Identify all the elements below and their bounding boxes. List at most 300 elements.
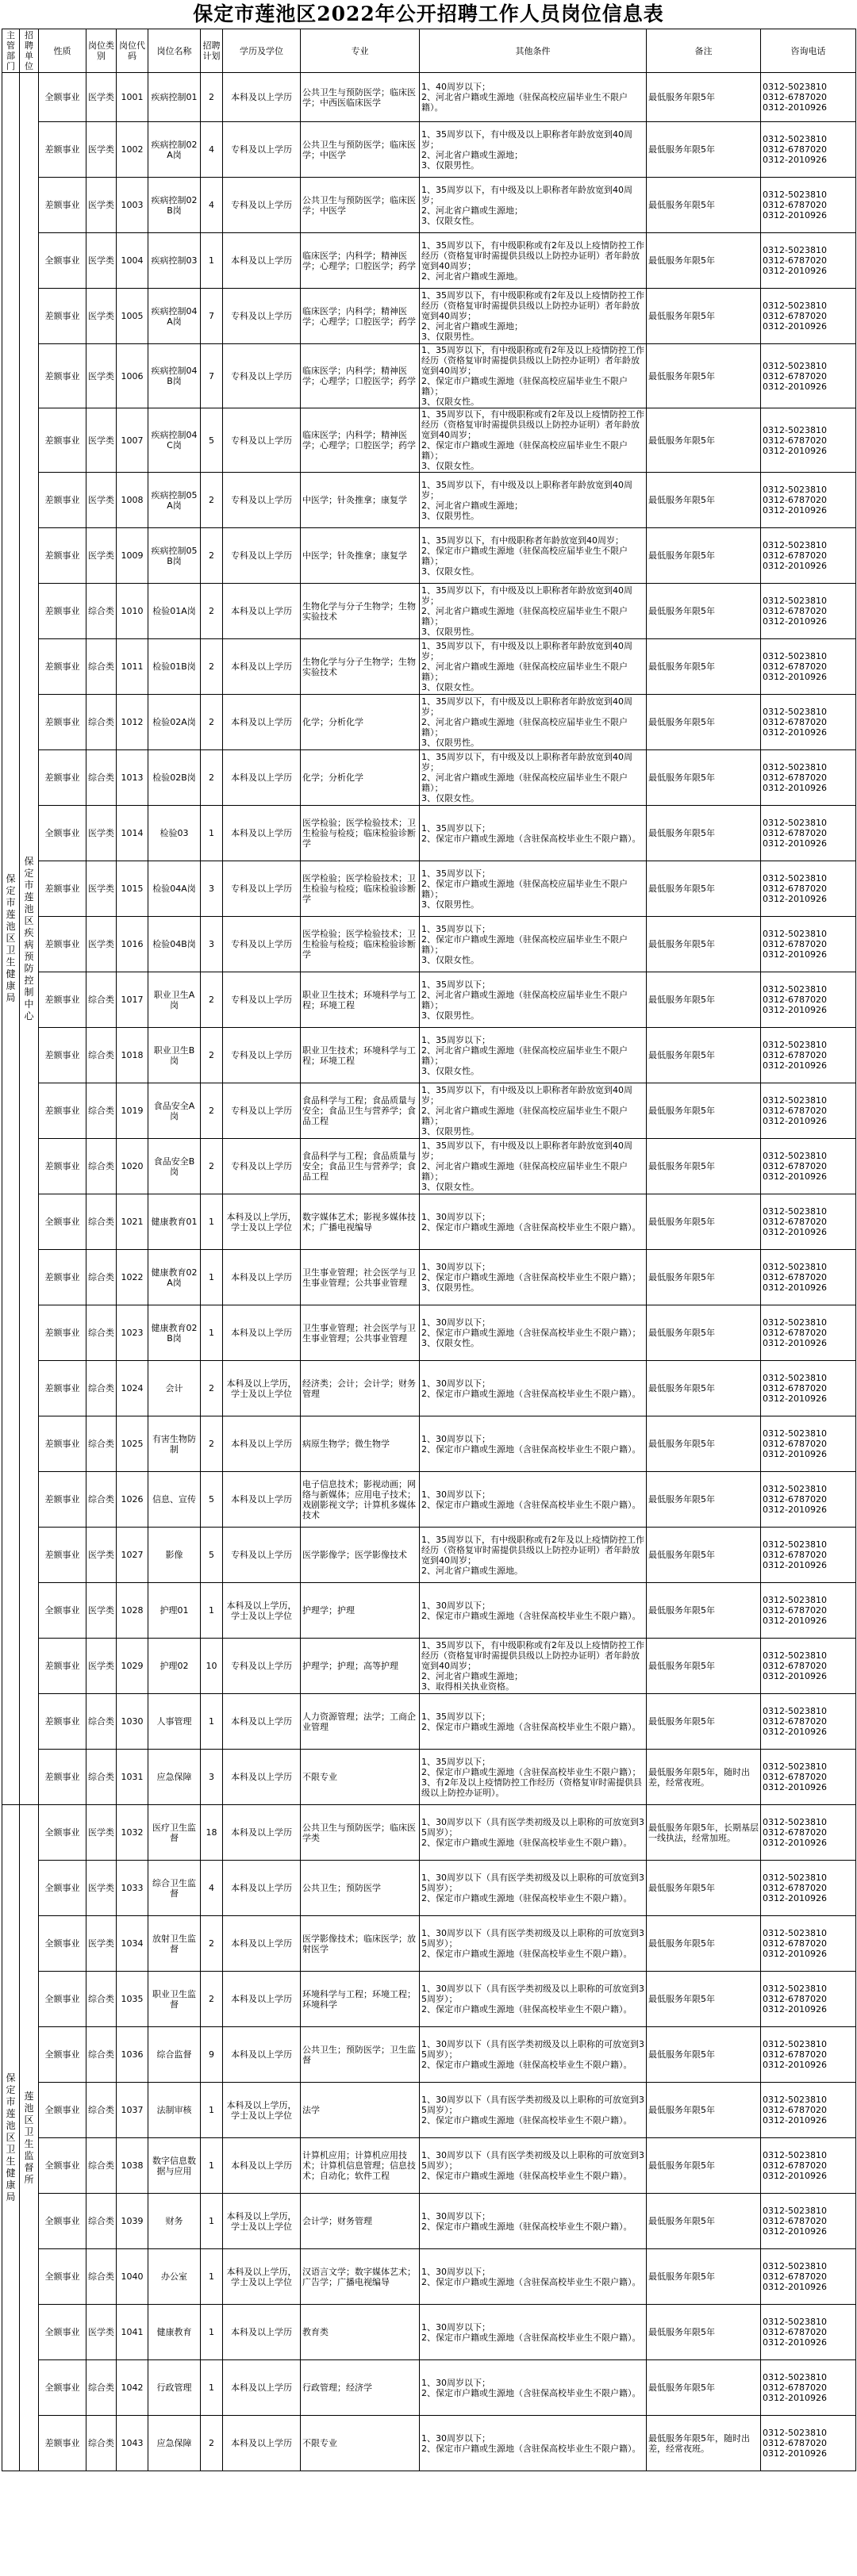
note-cell: 最低服务年限5年 [647, 1916, 761, 1972]
nature-cell: 差额事业 [39, 1416, 86, 1472]
other-cell: 1、35周岁以下，有中级职称或有2年及以上疫情防控工作经历（资格复审时需提供县级以上防控办证明）者年龄放宽到40周岁； 2、保定市户籍或生源地（驻保高校应届毕业生不限户籍）； 3、仅限女性。 [420, 344, 647, 408]
note-cell: 最低服务年限5年 [647, 1139, 761, 1194]
plan-cell: 1 [201, 1250, 223, 1305]
note-cell: 最低服务年限5年 [647, 806, 761, 861]
phone-cell: 0312-5023810 0312-6787020 0312-2010926 [761, 1472, 856, 1528]
nature-cell: 全额事业 [39, 2360, 86, 2416]
note-cell: 最低服务年限5年 [647, 1472, 761, 1528]
major-cell: 公共卫生与预防医学；临床医学；中医学 [301, 178, 420, 233]
phone-cell: 0312-5023810 0312-6787020 0312-2010926 [761, 1250, 856, 1305]
other-cell: 1、35周岁以下，有中级及以上职称者年龄放宽到40周岁； 2、河北省户籍或生源地； 3、仅限男性。 [420, 473, 647, 528]
category-cell: 医学类 [86, 473, 117, 528]
name-cell: 有害生物防制 [148, 1416, 201, 1472]
header-major: 专业 [301, 29, 420, 73]
name-cell: 应急保障 [148, 1750, 201, 1805]
name-cell: 健康教育02B岗 [148, 1305, 201, 1361]
plan-cell: 1 [201, 1305, 223, 1361]
note-cell: 最低服务年限5年 [647, 1528, 761, 1583]
other-cell: 1、30周岁以下； 2、保定市户籍或生源地（含驻保高校毕业生不限户籍）。 [420, 1194, 647, 1250]
phone-cell: 0312-5023810 0312-6787020 0312-2010926 [761, 2194, 856, 2249]
other-cell: 1、35周岁以下，有中级职称者年龄放宽到40周岁； 2、保定市户籍或生源地（驻保高校应届毕业生不限户籍）； 3、仅限女性。 [420, 528, 647, 584]
category-cell: 综合类 [86, 1194, 117, 1250]
major-cell: 职业卫生技术；环境科学与工程；环境工程 [301, 972, 420, 1028]
major-cell: 会计学；财务管理 [301, 2194, 420, 2249]
major-cell: 临床医学；内科学；精神医学；心理学；口腔医学；药学 [301, 408, 420, 473]
table-row [2, 1861, 856, 1916]
header-edu: 学历及学位 [223, 29, 301, 73]
major-cell: 汉语言文学；数字媒体艺术；广告学；广播电视编导 [301, 2249, 420, 2305]
note-cell: 最低服务年限5年 [647, 1694, 761, 1750]
edu-cell: 本科及以上学历，学士及以上学位 [223, 2249, 301, 2305]
phone-cell: 0312-5023810 0312-6787020 0312-2010926 [761, 1083, 856, 1139]
code-cell: 1027 [117, 1528, 148, 1583]
note-cell: 最低服务年限5年 [647, 1361, 761, 1416]
nature-cell: 差额事业 [39, 584, 86, 639]
name-cell: 检验04B岗 [148, 917, 201, 972]
plan-cell: 1 [201, 233, 223, 289]
edu-cell: 本科及以上学历 [223, 1305, 301, 1361]
name-cell: 护理01 [148, 1583, 201, 1639]
major-cell: 化学；分析化学 [301, 695, 420, 750]
phone-cell: 0312-5023810 0312-6787020 0312-2010926 [761, 1750, 856, 1805]
major-cell: 护理学；护理；高等护理 [301, 1639, 420, 1694]
code-cell: 1017 [117, 972, 148, 1028]
note-cell: 最低服务年限5年 [647, 750, 761, 806]
nature-cell: 全额事业 [39, 1194, 86, 1250]
code-cell: 1019 [117, 1083, 148, 1139]
phone-cell: 0312-5023810 0312-6787020 0312-2010926 [761, 1972, 856, 2027]
nature-cell: 差额事业 [39, 1528, 86, 1583]
phone-cell: 0312-5023810 0312-6787020 0312-2010926 [761, 2360, 856, 2416]
name-cell: 食品安全B岗 [148, 1139, 201, 1194]
phone-cell: 0312-5023810 0312-6787020 0312-2010926 [761, 806, 856, 861]
category-cell: 综合类 [86, 2027, 117, 2083]
nature-cell: 全额事业 [39, 1583, 86, 1639]
note-cell: 最低服务年限5年 [647, 1028, 761, 1083]
phone-cell: 0312-5023810 0312-6787020 0312-2010926 [761, 2138, 856, 2194]
major-cell: 人力资源管理；法学；工商企业管理 [301, 1694, 420, 1750]
major-cell: 行政管理；经济学 [301, 2360, 420, 2416]
nature-cell: 全额事业 [39, 233, 86, 289]
code-cell: 1001 [117, 73, 148, 122]
phone-cell: 0312-5023810 0312-6787020 0312-2010926 [761, 750, 856, 806]
nature-cell: 差额事业 [39, 178, 86, 233]
plan-cell: 2 [201, 73, 223, 122]
note-cell: 最低服务年限5年 [647, 917, 761, 972]
phone-cell: 0312-5023810 0312-6787020 0312-2010926 [761, 233, 856, 289]
other-cell: 1、35周岁以下； 2、保定市户籍或生源地（含驻保高校毕业生不限户籍）。 [420, 1694, 647, 1750]
category-cell: 综合类 [86, 695, 117, 750]
phone-cell: 0312-5023810 0312-6787020 0312-2010926 [761, 1583, 856, 1639]
code-cell: 1007 [117, 408, 148, 473]
plan-cell: 5 [201, 408, 223, 473]
nature-cell: 全额事业 [39, 2249, 86, 2305]
note-cell: 最低服务年限5年 [647, 639, 761, 695]
table-row [2, 1972, 856, 2027]
major-cell: 法学 [301, 2083, 420, 2138]
name-cell: 疾病控制03 [148, 233, 201, 289]
name-cell: 食品安全A岗 [148, 1083, 201, 1139]
name-cell: 疾病控制04B岗 [148, 344, 201, 408]
plan-cell: 5 [201, 1528, 223, 1583]
other-cell: 1、30周岁以下； 2、保定市户籍或生源地（含驻保高校毕业生不限户籍）。 [420, 2305, 647, 2360]
plan-cell: 3 [201, 861, 223, 917]
table-row [2, 1916, 856, 1972]
table-header-row [2, 29, 856, 73]
phone-cell: 0312-5023810 0312-6787020 0312-2010926 [761, 73, 856, 122]
phone-cell: 0312-5023810 0312-6787020 0312-2010926 [761, 695, 856, 750]
edu-cell: 专科及以上学历 [223, 1083, 301, 1139]
category-cell: 综合类 [86, 750, 117, 806]
category-cell: 综合类 [86, 2249, 117, 2305]
plan-cell: 2 [201, 1361, 223, 1416]
edu-cell: 专科及以上学历 [223, 344, 301, 408]
category-cell: 综合类 [86, 1028, 117, 1083]
code-cell: 1036 [117, 2027, 148, 2083]
edu-cell: 本科及以上学历 [223, 1805, 301, 1861]
edu-cell: 专科及以上学历 [223, 178, 301, 233]
nature-cell: 全额事业 [39, 1861, 86, 1916]
edu-cell: 本科及以上学历 [223, 1750, 301, 1805]
code-cell: 1040 [117, 2249, 148, 2305]
code-cell: 1030 [117, 1694, 148, 1750]
table-row [2, 408, 856, 473]
code-cell: 1033 [117, 1861, 148, 1916]
note-cell: 最低服务年限5年 [647, 2083, 761, 2138]
nature-cell: 全额事业 [39, 1972, 86, 2027]
plan-cell: 1 [201, 2360, 223, 2416]
table-row [2, 861, 856, 917]
other-cell: 1、35周岁以下； 2、保定市户籍或生源地（驻保高校应届毕业生不限户籍）； 3、仅限女性。 [420, 917, 647, 972]
major-cell: 中医学；针灸推拿；康复学 [301, 528, 420, 584]
phone-cell: 0312-5023810 0312-6787020 0312-2010926 [761, 1028, 856, 1083]
category-cell: 综合类 [86, 1750, 117, 1805]
category-cell: 医学类 [86, 1861, 117, 1916]
category-cell: 医学类 [86, 233, 117, 289]
major-cell: 计算机应用；计算机应用技术；计算机信息管理；信息技术；自动化；软件工程 [301, 2138, 420, 2194]
code-cell: 1010 [117, 584, 148, 639]
unit-cell: 莲池区卫生监督所 [20, 1805, 39, 2471]
category-cell: 综合类 [86, 1083, 117, 1139]
unit-cell: 保定市莲池区疾病预防控制中心 [20, 73, 39, 1805]
code-cell: 1043 [117, 2416, 148, 2471]
nature-cell: 全额事业 [39, 2027, 86, 2083]
code-cell: 1015 [117, 861, 148, 917]
note-cell: 最低服务年限5年 [647, 473, 761, 528]
name-cell: 疾病控制02A岗 [148, 122, 201, 178]
code-cell: 1039 [117, 2194, 148, 2249]
edu-cell: 本科及以上学历 [223, 1694, 301, 1750]
phone-cell: 0312-5023810 0312-6787020 0312-2010926 [761, 2305, 856, 2360]
header-other: 其他条件 [420, 29, 647, 73]
table-row [2, 1305, 856, 1361]
job-table [2, 29, 856, 2471]
name-cell: 信息、宣传 [148, 1472, 201, 1528]
major-cell: 教育类 [301, 2305, 420, 2360]
name-cell: 疾病控制05B岗 [148, 528, 201, 584]
table-row [2, 2027, 856, 2083]
category-cell: 综合类 [86, 1139, 117, 1194]
other-cell: 1、35周岁以下； 2、河北省户籍或生源地（驻保高校应届毕业生不限户籍）； 3、仅限女性。 [420, 1028, 647, 1083]
major-cell: 职业卫生技术；环境科学与工程；环境工程 [301, 1028, 420, 1083]
code-cell: 1041 [117, 2305, 148, 2360]
category-cell: 医学类 [86, 528, 117, 584]
major-cell: 电子信息技术；影视动画；网络与新媒体；应用电子技术；戏剧影视文学；计算机多媒体技术 [301, 1472, 420, 1528]
name-cell: 疾病控制05A岗 [148, 473, 201, 528]
name-cell: 会计 [148, 1361, 201, 1416]
other-cell: 1、30周岁以下； 2、保定市户籍或生源地（含驻保高校毕业生不限户籍）。 [420, 1583, 647, 1639]
phone-cell: 0312-5023810 0312-6787020 0312-2010926 [761, 528, 856, 584]
category-cell: 医学类 [86, 806, 117, 861]
major-cell: 卫生事业管理；社会医学与卫生事业管理；公共事业管理 [301, 1305, 420, 1361]
other-cell: 1、35周岁以下，有中级职称或有2年及以上疫情防控工作经历（资格复审时需提供县级以上防控办证明）者年龄放宽到40周岁； 2、河北省户籍或生源地。 [420, 1528, 647, 1583]
other-cell: 1、35周岁以下，有中级及以上职称者年龄放宽到40周岁； 2、河北省户籍或生源地（驻保高校应届毕业生不限户籍）； 3、仅限女性。 [420, 750, 647, 806]
edu-cell: 本科及以上学历 [223, 2360, 301, 2416]
name-cell: 疾病控制04C岗 [148, 408, 201, 473]
table-row [2, 473, 856, 528]
other-cell: 1、30周岁以下； 2、保定市户籍或生源地（含驻保高校毕业生不限户籍）； 3、仅限女性。 [420, 1305, 647, 1361]
phone-cell: 0312-5023810 0312-6787020 0312-2010926 [761, 2416, 856, 2471]
code-cell: 1025 [117, 1416, 148, 1472]
edu-cell: 专科及以上学历 [223, 917, 301, 972]
note-cell: 最低服务年限5年 [647, 528, 761, 584]
phone-cell: 0312-5023810 0312-6787020 0312-2010926 [761, 1361, 856, 1416]
header-category: 岗位类别 [86, 29, 117, 73]
other-cell: 1、35周岁以下，有中级及以上职称者年龄放宽到40周岁； 2、河北省户籍或生源地（驻保高校应届毕业生不限户籍）； 3、仅限男性。 [420, 1083, 647, 1139]
note-cell: 最低服务年限5年 [647, 178, 761, 233]
header-dept: 主管部门 [2, 29, 20, 73]
nature-cell: 全额事业 [39, 2305, 86, 2360]
other-cell: 1、30周岁以下； 2、保定市户籍或生源地（含驻保高校毕业生不限户籍）。 [420, 2416, 647, 2471]
plan-cell: 5 [201, 1472, 223, 1528]
phone-cell: 0312-5023810 0312-6787020 0312-2010926 [761, 1416, 856, 1472]
plan-cell: 4 [201, 178, 223, 233]
table-row [2, 750, 856, 806]
name-cell: 放射卫生监督 [148, 1916, 201, 1972]
table-row [2, 1416, 856, 1472]
plan-cell: 1 [201, 2083, 223, 2138]
major-cell: 公共卫生与预防医学；临床医学；中西医临床医学 [301, 73, 420, 122]
nature-cell: 差额事业 [39, 1139, 86, 1194]
plan-cell: 4 [201, 1861, 223, 1916]
code-cell: 1009 [117, 528, 148, 584]
header-plan: 招聘计划 [201, 29, 223, 73]
plan-cell: 4 [201, 122, 223, 178]
name-cell: 职业卫生A岗 [148, 972, 201, 1028]
other-cell: 1、35周岁以下，有中级职称或有2年及以上疫情防控工作经历（资格复审时需提供县级以上防控办证明）者年龄放宽到40周岁； 2、河北省户籍或生源地； 3、仅限男性。 [420, 289, 647, 344]
category-cell: 综合类 [86, 584, 117, 639]
header-code: 岗位代码 [117, 29, 148, 73]
code-cell: 1013 [117, 750, 148, 806]
other-cell: 1、35周岁以下； 2、保定市户籍或生源地（含驻保高校毕业生不限户籍）。 [420, 806, 647, 861]
nature-cell: 全额事业 [39, 2083, 86, 2138]
other-cell: 1、30周岁以下； 2、保定市户籍或生源地（含驻保高校毕业生不限户籍）。 [420, 1361, 647, 1416]
category-cell: 医学类 [86, 861, 117, 917]
plan-cell: 2 [201, 750, 223, 806]
note-cell: 最低服务年限5年，长期基层一线执法，经常加班。 [647, 1805, 761, 1861]
edu-cell: 本科及以上学历，学士及以上学位 [223, 1194, 301, 1250]
table-row [2, 695, 856, 750]
phone-cell: 0312-5023810 0312-6787020 0312-2010926 [761, 1694, 856, 1750]
nature-cell: 差额事业 [39, 1083, 86, 1139]
phone-cell: 0312-5023810 0312-6787020 0312-2010926 [761, 972, 856, 1028]
other-cell: 1、35周岁以下，有中级及以上职称者年龄放宽到40周岁； 2、河北省户籍或生源地； 3、仅限女性。 [420, 178, 647, 233]
code-cell: 1024 [117, 1361, 148, 1416]
phone-cell: 0312-5023810 0312-6787020 0312-2010926 [761, 2027, 856, 2083]
major-cell: 医学影像学；医学影像技术 [301, 1528, 420, 1583]
note-cell: 最低服务年限5年 [647, 2194, 761, 2249]
note-cell: 最低服务年限5年 [647, 2305, 761, 2360]
note-cell: 最低服务年限5年 [647, 861, 761, 917]
plan-cell: 2 [201, 1028, 223, 1083]
plan-cell: 7 [201, 344, 223, 408]
code-cell: 1002 [117, 122, 148, 178]
table-row [2, 1250, 856, 1305]
note-cell: 最低服务年限5年 [647, 2138, 761, 2194]
nature-cell: 差额事业 [39, 639, 86, 695]
major-cell: 食品科学与工程；食品质量与安全；食品卫生与营养学；食品工程 [301, 1083, 420, 1139]
name-cell: 职业卫生监督 [148, 1972, 201, 2027]
major-cell: 生物化学与分子生物学；生物实验技术 [301, 584, 420, 639]
nature-cell: 差额事业 [39, 1305, 86, 1361]
nature-cell: 差额事业 [39, 289, 86, 344]
code-cell: 1004 [117, 233, 148, 289]
note-cell: 最低服务年限5年 [647, 1972, 761, 2027]
table-row [2, 1361, 856, 1416]
edu-cell: 专科及以上学历 [223, 972, 301, 1028]
code-cell: 1038 [117, 2138, 148, 2194]
category-cell: 综合类 [86, 2194, 117, 2249]
major-cell: 不限专业 [301, 1750, 420, 1805]
edu-cell: 本科及以上学历 [223, 1972, 301, 2027]
plan-cell: 2 [201, 2416, 223, 2471]
nature-cell: 差额事业 [39, 750, 86, 806]
other-cell: 1、40周岁以下； 2、河北省户籍或生源地（驻保高校应届毕业生不限户籍）。 [420, 73, 647, 122]
nature-cell: 差额事业 [39, 1750, 86, 1805]
major-cell: 医学检验；医学检验技术；卫生检验与检疫；临床检验诊断学 [301, 917, 420, 972]
code-cell: 1020 [117, 1139, 148, 1194]
note-cell: 最低服务年限5年 [647, 2360, 761, 2416]
nature-cell: 差额事业 [39, 473, 86, 528]
table-row [2, 1694, 856, 1750]
category-cell: 医学类 [86, 408, 117, 473]
other-cell: 1、35周岁以下，有中级职称或有2年及以上疫情防控工作经历（资格复审时需提供县级以上防控办证明）者年龄放宽到40周岁； 2、保定市户籍或生源地（驻保高校应届毕业生不限户籍）； 3、仅限女性。 [420, 408, 647, 473]
table-row [2, 122, 856, 178]
name-cell: 检验03 [148, 806, 201, 861]
table-row [2, 528, 856, 584]
other-cell: 1、35周岁以下，有中级及以上职称者年龄放宽到40周岁； 2、河北省户籍或生源地（驻保高校应届毕业生不限户籍）； 3、仅限女性。 [420, 639, 647, 695]
code-cell: 1003 [117, 178, 148, 233]
name-cell: 综合卫生监督 [148, 1861, 201, 1916]
plan-cell: 2 [201, 1916, 223, 1972]
code-cell: 1031 [117, 1750, 148, 1805]
name-cell: 健康教育02A岗 [148, 1250, 201, 1305]
code-cell: 1026 [117, 1472, 148, 1528]
other-cell: 1、30周岁以下； 2、保定市户籍或生源地（含驻保高校毕业生不限户籍）。 [420, 2360, 647, 2416]
edu-cell: 本科及以上学历，学士及以上学位 [223, 1361, 301, 1416]
category-cell: 医学类 [86, 1916, 117, 1972]
edu-cell: 专科及以上学历 [223, 1028, 301, 1083]
nature-cell: 全额事业 [39, 2194, 86, 2249]
note-cell: 最低服务年限5年 [647, 695, 761, 750]
table-row [2, 917, 856, 972]
category-cell: 医学类 [86, 917, 117, 972]
category-cell: 综合类 [86, 972, 117, 1028]
name-cell: 影像 [148, 1528, 201, 1583]
category-cell: 综合类 [86, 1305, 117, 1361]
name-cell: 检验01B岗 [148, 639, 201, 695]
edu-cell: 专科及以上学历 [223, 1639, 301, 1694]
edu-cell: 本科及以上学历 [223, 584, 301, 639]
table-row [2, 806, 856, 861]
plan-cell: 1 [201, 2194, 223, 2249]
edu-cell: 本科及以上学历 [223, 750, 301, 806]
edu-cell: 本科及以上学历，学士及以上学位 [223, 2194, 301, 2249]
nature-cell: 差额事业 [39, 1028, 86, 1083]
nature-cell: 差额事业 [39, 861, 86, 917]
header-unit: 招聘单位 [20, 29, 39, 73]
code-cell: 1022 [117, 1250, 148, 1305]
note-cell: 最低服务年限5年 [647, 1083, 761, 1139]
code-cell: 1016 [117, 917, 148, 972]
header-note: 备注 [647, 29, 761, 73]
plan-cell: 2 [201, 1416, 223, 1472]
edu-cell: 本科及以上学历 [223, 73, 301, 122]
major-cell: 公共卫生；预防医学 [301, 1861, 420, 1916]
phone-cell: 0312-5023810 0312-6787020 0312-2010926 [761, 1805, 856, 1861]
nature-cell: 差额事业 [39, 1472, 86, 1528]
nature-cell: 差额事业 [39, 695, 86, 750]
major-cell: 食品科学与工程；食品质量与安全；食品卫生与营养学；食品工程 [301, 1139, 420, 1194]
category-cell: 综合类 [86, 1361, 117, 1416]
major-cell: 不限专业 [301, 2416, 420, 2471]
nature-cell: 差额事业 [39, 972, 86, 1028]
category-cell: 综合类 [86, 1416, 117, 1472]
plan-cell: 18 [201, 1805, 223, 1861]
category-cell: 医学类 [86, 73, 117, 122]
major-cell: 医学检验；医学检验技术；卫生检验与检疫；临床检验诊断学 [301, 806, 420, 861]
name-cell: 疾病控制01 [148, 73, 201, 122]
name-cell: 数字信息数据与应用 [148, 2138, 201, 2194]
category-cell: 综合类 [86, 2360, 117, 2416]
phone-cell: 0312-5023810 0312-6787020 0312-2010926 [761, 122, 856, 178]
header-nature: 性质 [39, 29, 86, 73]
code-cell: 1023 [117, 1305, 148, 1361]
phone-cell: 0312-5023810 0312-6787020 0312-2010926 [761, 2083, 856, 2138]
category-cell: 医学类 [86, 289, 117, 344]
code-cell: 1042 [117, 2360, 148, 2416]
edu-cell: 本科及以上学历 [223, 806, 301, 861]
other-cell: 1、35周岁以下； 2、保定市户籍或生源地（驻保高校应届毕业生不限户籍）； 3、仅限男性。 [420, 861, 647, 917]
table-row [2, 233, 856, 289]
plan-cell: 2 [201, 972, 223, 1028]
edu-cell: 本科及以上学历，学士及以上学位 [223, 2083, 301, 2138]
name-cell: 疾病控制02B岗 [148, 178, 201, 233]
phone-cell: 0312-5023810 0312-6787020 0312-2010926 [761, 2249, 856, 2305]
edu-cell: 本科及以上学历 [223, 233, 301, 289]
major-cell: 公共卫生与预防医学；临床医学；中医学 [301, 122, 420, 178]
code-cell: 1012 [117, 695, 148, 750]
phone-cell: 0312-5023810 0312-6787020 0312-2010926 [761, 1194, 856, 1250]
edu-cell: 本科及以上学历 [223, 1416, 301, 1472]
name-cell: 健康教育 [148, 2305, 201, 2360]
other-cell: 1、35周岁以下； 2、保定市户籍或生源地（含驻保高校毕业生不限户籍）； 3、有2年及以上疫情防控工作经历（资格复审时需提供县级以上防控办证明）。 [420, 1750, 647, 1805]
code-cell: 1037 [117, 2083, 148, 2138]
other-cell: 1、30周岁以下； 2、保定市户籍或生源地（含驻保高校毕业生不限户籍）； 3、仅限男性。 [420, 1250, 647, 1305]
table-body [2, 73, 856, 2471]
other-cell: 1、30周岁以下； 2、保定市户籍或生源地（驻保高校毕业生不限户籍）。 [420, 2194, 647, 2249]
other-cell: 1、35周岁以下，有中级及以上职称者年龄放宽到40周岁； 2、河北省户籍或生源地（驻保高校应届毕业生不限户籍）； 3、仅限女性。 [420, 1139, 647, 1194]
